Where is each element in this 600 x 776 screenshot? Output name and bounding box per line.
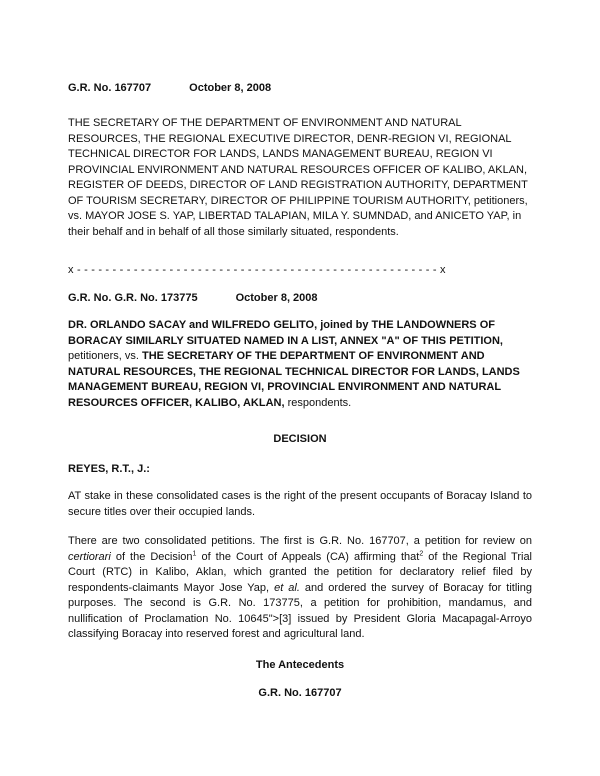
case-subheading: G.R. No. 167707 bbox=[258, 686, 342, 699]
para2-text-2: of the Decision bbox=[110, 550, 193, 563]
petitioners-names: DR. ORLANDO SACAY and WILFREDO GELITO, joined by THE LANDOWNERS OF BORACAY SIMILARLY SITUATED NAMED IN A LIST, ANNEX "A" OF THIS PETITION, bbox=[68, 319, 503, 347]
case-number-2: G.R. No. G.R. No. 173775 bbox=[68, 292, 198, 304]
et-al-term: et al. bbox=[274, 581, 300, 594]
case-number-line-2 bbox=[68, 292, 532, 304]
case-number: G.R. No. 167707 bbox=[68, 82, 152, 94]
para2-text-1: There are two consolidated petitions. The first is G.R. No. 167707, a petition for review on bbox=[68, 535, 532, 547]
para2-text-4: of the Regional Trial Court (RTC) in Kalibo, Aklan, which granted the petition for declaratory relief filed by respondents-claimants Mayor Jose Yap, bbox=[68, 550, 533, 594]
respondents-label: respondents. bbox=[284, 396, 352, 409]
decision-heading: DECISION bbox=[273, 433, 327, 445]
antecedents-heading: The Antecedents bbox=[255, 658, 345, 671]
ponente-line: REYES, R.T., J.: bbox=[68, 463, 150, 475]
para2-text-5: and ordered the survey of Boracay for titling purposes. The second is G.R. No. 173775, a petition for prohibition, mandamus, and nullification of Proclamation No. 10645">[3] issued by President Gloria Macapagal-Arroyo classifying Boracay into reserved forest and agricultural land. bbox=[68, 581, 532, 640]
opening-paragraph: AT stake in these consolidated cases is the right of the present occupants of Boracay Island to secure titles over their occupied lands. bbox=[68, 490, 532, 518]
case-separator: x - - - - - - - - - - - - - - - - - - - - - - - - - - - - - - - - - - - - - - - - - - - - - - - - - - - x bbox=[68, 264, 446, 276]
case-number-line-1 bbox=[68, 82, 532, 94]
para2-text-3: of the Court of Appeals (CA) affirming that bbox=[196, 550, 420, 563]
parties-paragraph-2 bbox=[68, 318, 532, 411]
case-date: October 8, 2008 bbox=[189, 82, 272, 94]
case-date-2: October 8, 2008 bbox=[235, 292, 318, 304]
respondents-names: THE SECRETARY OF THE DEPARTMENT OF ENVIRONMENT AND NATURAL RESOURCES, THE REGIONAL TECHNICAL DIRECTOR FOR LANDS, LANDS MANAGEMENT BUREAU, REGION VI, PROVINCIAL ENVIRONMENT AND NATURAL RESOURCES OFFICER, KALIBO, AKLAN, bbox=[68, 350, 520, 409]
parties-paragraph-1: THE SECRETARY OF THE DEPARTMENT OF ENVIRONMENT AND NATURAL RESOURCES, THE REGIONAL EXECUTIVE DIRECTOR, DENR-REGION VI, REGIONAL TECHNICAL DIRECTOR FOR LANDS, LANDS MANAGEMENT BUREAU, REGION VI PROVINCIAL ENVIRONMENT AND NATURAL RESOURCES OFFICER OF KALIBO, AKLAN, REGISTER OF DEEDS, DIRECTOR OF LAND REGISTRATION AUTHORITY, DEPARTMENT OF TOURISM SECRETARY, DIRECTOR OF PHILIPPINE TOURISM AUTHORITY, petitioners, vs. MAYOR JOSE S. YAP, LIBERTAD TALAPIAN, MILA Y. SUMNDAD, and ANICETO YAP, in their behalf and in behalf of all those similarly situated, respondents. bbox=[68, 117, 528, 238]
certiorari-term: certiorari bbox=[68, 550, 111, 563]
petitioners-label: petitioners, vs. bbox=[68, 350, 142, 362]
footnote-ref-1[interactable]: 1 bbox=[192, 549, 197, 557]
petitions-paragraph bbox=[68, 534, 532, 643]
footnote-ref-2[interactable]: 2 bbox=[419, 549, 424, 557]
